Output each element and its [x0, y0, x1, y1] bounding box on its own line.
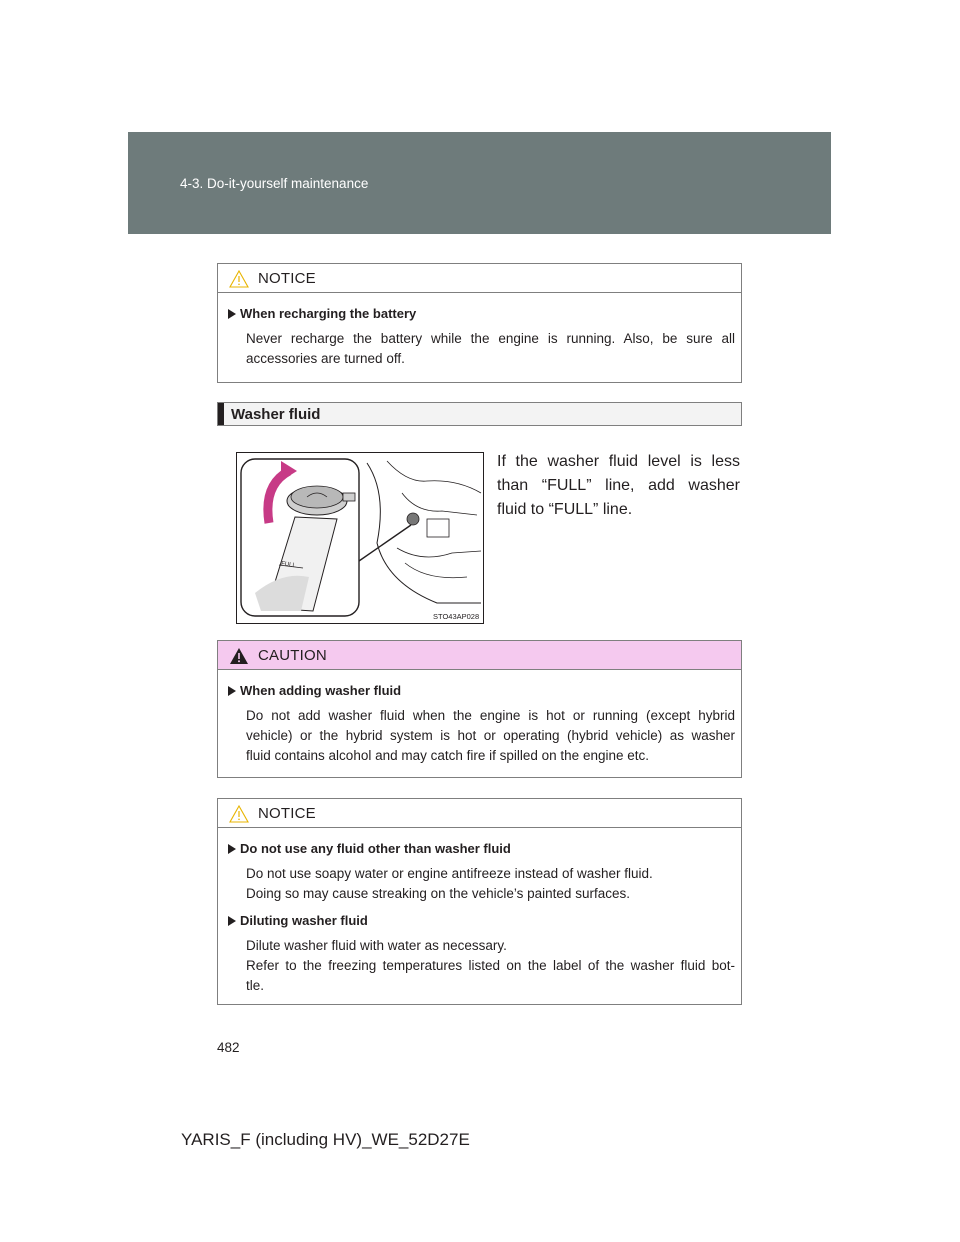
caution-header — [218, 641, 741, 670]
item-text — [246, 329, 735, 369]
text-line: than “FULL” line, add washer — [497, 477, 740, 494]
section-title: Washer fluid — [231, 406, 321, 423]
bullet-icon — [228, 686, 236, 696]
figure-code: STO43AP028 — [433, 612, 480, 621]
bullet-icon — [228, 844, 236, 854]
text-line: Refer to the freezing temperatures listed on the label of the washer fluid bot- — [246, 958, 735, 973]
warning-outline-icon — [229, 270, 249, 288]
caution-item — [228, 682, 735, 766]
text-line: Do not use soapy water or engine antifreeze instead of washer fluid. — [246, 866, 653, 881]
page-number: 482 — [217, 1040, 240, 1055]
document-footer: YARIS_F (including HV)_WE_52D27E — [181, 1130, 470, 1149]
text-line: accessories are turned off. — [246, 351, 405, 366]
item-title: Do not use any fluid other than washer fluid — [240, 841, 511, 856]
heading-bar — [218, 403, 224, 425]
gauge-label: FULL — [280, 561, 297, 570]
section-breadcrumb: 4-3. Do-it-yourself maintenance — [180, 176, 369, 191]
washer-fluid-instruction — [497, 450, 740, 522]
notice-header — [218, 264, 741, 293]
bullet-icon — [228, 309, 236, 319]
warning-outline-icon — [229, 805, 249, 823]
caution-box-washer — [217, 640, 742, 778]
notice-item — [228, 840, 735, 904]
text-line: Never recharge the battery while the engine is running. Also, be sure all — [246, 331, 735, 346]
text-line: fluid contains alcohol and may catch fire if spilled on the engine etc. — [246, 748, 649, 763]
item-title: When adding washer fluid — [240, 683, 402, 698]
text-line: Do not add washer fluid when the engine is hot or running (except hybrid — [246, 708, 735, 723]
notice-label: NOTICE — [258, 805, 316, 822]
item-text — [246, 936, 735, 996]
text-line: If the washer fluid level is less — [497, 453, 740, 470]
text-line: vehicle) or the hybrid system is hot or operating (hybrid vehicle) as washer — [246, 728, 735, 743]
notice-item — [228, 912, 735, 996]
notice-box-battery — [217, 263, 742, 383]
caution-label: CAUTION — [258, 647, 327, 664]
text-line: Dilute washer fluid with water as necessary. — [246, 938, 507, 953]
item-text — [246, 706, 735, 766]
bullet-icon — [228, 916, 236, 926]
item-title: Diluting washer fluid — [240, 913, 368, 928]
section-heading — [217, 402, 742, 426]
washer-fluid-illustration — [236, 452, 484, 624]
text-line: tle. — [246, 978, 265, 993]
warning-filled-icon — [229, 647, 249, 665]
header-bar — [128, 132, 831, 234]
notice-label: NOTICE — [258, 270, 316, 287]
text-line: fluid to “FULL” line. — [497, 501, 633, 518]
text-line: Doing so may cause streaking on the vehicle’s painted surfaces. — [246, 886, 630, 901]
washer-reservoir-drawing — [237, 453, 483, 623]
notice-box-washer — [217, 798, 742, 1005]
notice-header — [218, 799, 741, 828]
item-text — [246, 864, 735, 904]
item-title: When recharging the battery — [240, 306, 417, 321]
notice-item — [228, 305, 735, 369]
